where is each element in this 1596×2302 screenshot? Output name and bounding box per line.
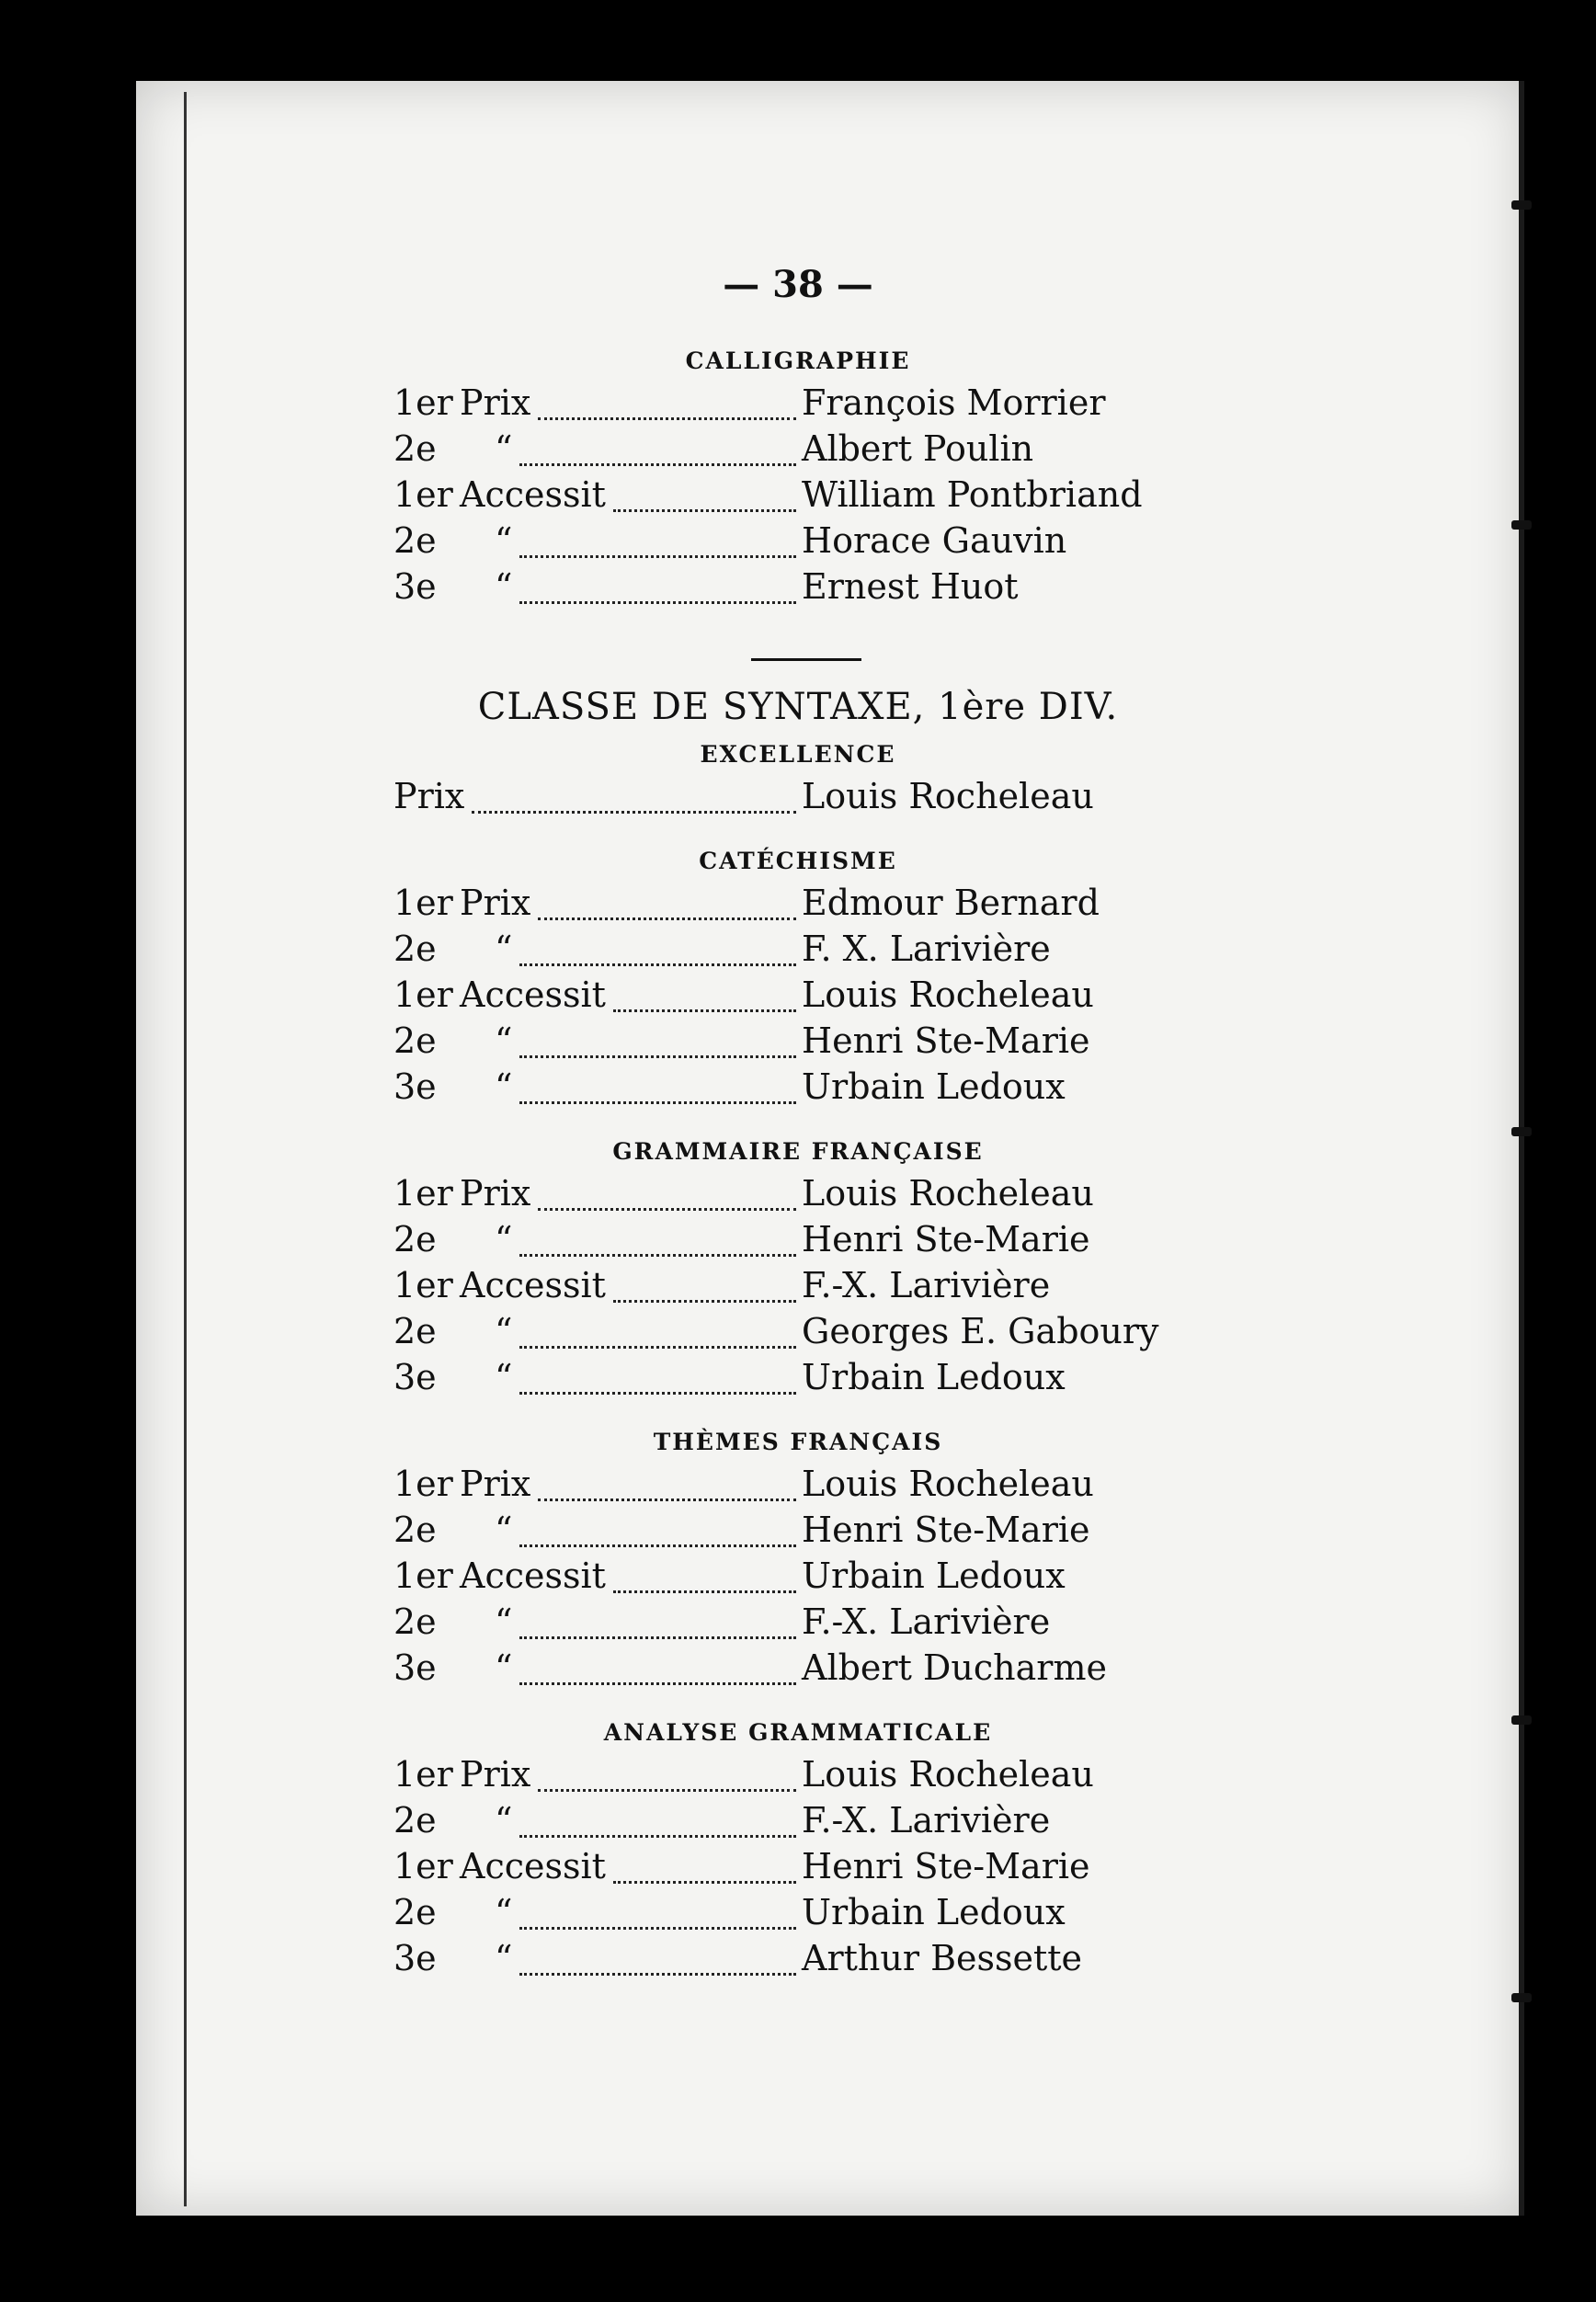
winner-name: F.-X. Larivière (802, 1265, 1051, 1305)
dot-leader (538, 1743, 796, 1792)
prize-rank: 1er (393, 1464, 453, 1504)
prize-rank: 2e (393, 1601, 437, 1642)
prize-award: “ (495, 1311, 513, 1351)
prize-rank: 2e (393, 1219, 437, 1259)
prize-rank: 3e (393, 1647, 437, 1688)
winner-name: Urbain Ledoux (802, 1357, 1066, 1397)
prize-row (393, 1066, 1175, 1112)
winner-name: Urbain Ledoux (802, 1556, 1066, 1596)
winner-name: Georges E. Gaboury (802, 1311, 1159, 1351)
prize-award: “ (495, 1219, 513, 1259)
prize-rank: 1er (393, 1265, 453, 1305)
prize-rank: 2e (393, 1020, 437, 1061)
dot-leader (519, 1881, 796, 1930)
subject-heading: CALLIGRAPHIE (685, 348, 911, 374)
subject-heading: THÈMES FRANÇAIS (653, 1429, 943, 1455)
binding-mark (1511, 520, 1532, 530)
prize-award: Accessit (460, 474, 606, 515)
prize-rank: 2e (393, 1311, 437, 1351)
prize-award: Accessit (460, 974, 606, 1015)
prize-rank: 2e (393, 1892, 437, 1932)
prize-award: “ (495, 1800, 513, 1840)
dot-leader (519, 1346, 796, 1395)
winner-name: Henri Ste-Marie (802, 1510, 1090, 1550)
dot-leader (613, 1544, 796, 1593)
subject-heading: ANALYSE GRAMMATICALE (603, 1719, 993, 1746)
dot-leader (519, 555, 796, 604)
winner-name: Louis Rocheleau (802, 1173, 1094, 1214)
prize-rank: 1er (393, 883, 453, 923)
prize-award: “ (495, 520, 513, 561)
dot-leader (519, 417, 796, 466)
prize-rank: 2e (393, 1800, 437, 1840)
winner-name: Ernest Huot (802, 566, 1019, 607)
winner-name: Louis Rocheleau (802, 776, 1094, 816)
prize-award: Prix (393, 776, 465, 816)
dot-leader (519, 1789, 796, 1838)
prize-award: Prix (460, 1173, 531, 1214)
prize-award: Accessit (460, 1846, 606, 1886)
winner-name: Henri Ste-Marie (802, 1846, 1090, 1886)
prize-award: “ (495, 1020, 513, 1061)
prize-rank: 1er (393, 974, 453, 1015)
dot-leader (613, 963, 796, 1012)
prize-rank: 1er (393, 1556, 453, 1596)
binding-mark (1511, 1993, 1532, 2002)
prize-row (393, 776, 1175, 822)
dot-leader (519, 1009, 796, 1058)
prize-rank: 1er (393, 1754, 453, 1795)
prize-row (393, 566, 1175, 612)
prize-award: “ (495, 1601, 513, 1642)
winner-name: François Morrier (802, 382, 1106, 423)
winner-name: Edmour Bernard (802, 883, 1100, 923)
prize-rank: 2e (393, 929, 437, 969)
dot-leader (613, 1835, 796, 1884)
winner-name: Louis Rocheleau (802, 974, 1094, 1015)
dot-leader (519, 509, 796, 558)
subject-heading: GRAMMAIRE FRANÇAISE (612, 1138, 984, 1165)
prize-rank: 3e (393, 1357, 437, 1397)
prize-award: Accessit (460, 1265, 606, 1305)
prize-award: “ (495, 1938, 513, 1978)
dot-leader (519, 1927, 796, 1976)
dot-leader (519, 1300, 796, 1349)
prize-rank: 2e (393, 1510, 437, 1550)
subject-heading: EXCELLENCE (700, 741, 896, 768)
winner-name: Albert Ducharme (802, 1647, 1107, 1688)
winner-name: Henri Ste-Marie (802, 1020, 1090, 1061)
prize-rank: 2e (393, 520, 437, 561)
dot-leader (519, 1055, 796, 1104)
winner-name: Henri Ste-Marie (802, 1219, 1090, 1259)
prize-rank: 1er (393, 1173, 453, 1214)
dot-leader (538, 371, 796, 420)
binding-mark (1511, 1127, 1532, 1136)
prize-row (393, 1938, 1175, 1984)
prize-award: “ (495, 1510, 513, 1550)
prize-rank: 2e (393, 428, 437, 469)
prize-row (393, 1647, 1175, 1693)
class-heading: CLASSE DE SYNTAXE, 1ère DIV. (477, 686, 1119, 728)
dot-leader (613, 1254, 796, 1303)
dot-leader (519, 1590, 796, 1639)
winner-name: Urbain Ledoux (802, 1892, 1066, 1932)
winner-name: F.-X. Larivière (802, 1800, 1051, 1840)
prize-rank: 1er (393, 1846, 453, 1886)
winner-name: William Pontbriand (802, 474, 1143, 515)
prize-rank: 3e (393, 1066, 437, 1107)
binding-mark (1511, 200, 1532, 210)
winner-name: Albert Poulin (802, 428, 1034, 469)
dot-leader (519, 1499, 796, 1547)
dot-leader (519, 1636, 796, 1685)
prize-award: Prix (460, 1754, 531, 1795)
prize-award: Prix (460, 1464, 531, 1504)
prize-award: Accessit (460, 1556, 606, 1596)
prize-rank: 3e (393, 1938, 437, 1978)
winner-name: Urbain Ledoux (802, 1066, 1066, 1107)
dot-leader (472, 765, 796, 814)
prize-award: “ (495, 1066, 513, 1107)
dot-leader (538, 872, 796, 920)
prize-rank: 3e (393, 566, 437, 607)
prize-row (393, 1357, 1175, 1403)
prize-award: “ (495, 1892, 513, 1932)
prize-rank: 1er (393, 474, 453, 515)
prize-award: “ (495, 1647, 513, 1688)
dot-leader (613, 463, 796, 512)
section-rule (751, 658, 861, 661)
dot-leader (519, 917, 796, 966)
winner-name: F.-X. Larivière (802, 1601, 1051, 1642)
winner-name: Louis Rocheleau (802, 1754, 1094, 1795)
winner-name: Louis Rocheleau (802, 1464, 1094, 1504)
dot-leader (538, 1453, 796, 1501)
prize-award: “ (495, 929, 513, 969)
winner-name: Arthur Bessette (802, 1938, 1083, 1978)
prize-award: Prix (460, 883, 531, 923)
prize-award: Prix (460, 382, 531, 423)
winner-name: F. X. Larivière (802, 929, 1051, 969)
subject-heading: CATÉCHISME (699, 848, 897, 874)
winner-name: Horace Gauvin (802, 520, 1067, 561)
page-number: — 38 — (723, 263, 873, 306)
prize-award: “ (495, 1357, 513, 1397)
prize-rank: 1er (393, 382, 453, 423)
dot-leader (538, 1162, 796, 1211)
prize-award: “ (495, 566, 513, 607)
dot-leader (519, 1208, 796, 1257)
prize-award: “ (495, 428, 513, 469)
